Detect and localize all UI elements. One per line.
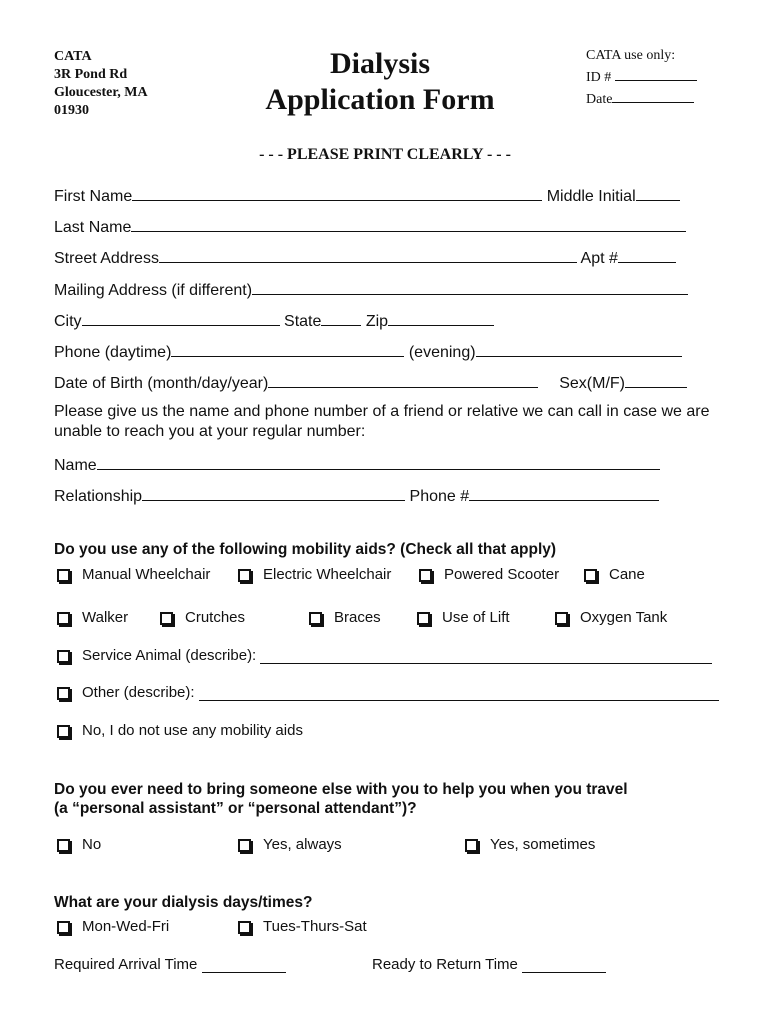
form-title [230,46,530,118]
print-clearly-instruction: - - - PLEASE PRINT CLEARLY - - - [259,146,511,163]
option-use-of-lift[interactable] [417,609,510,627]
checkbox-icon[interactable] [419,569,432,582]
phone-evening-field[interactable] [476,341,682,357]
option-label: No [82,836,102,853]
checkbox-icon[interactable] [160,612,173,625]
office-date-field[interactable] [612,87,694,103]
phone-evening-label: (evening) [408,344,476,361]
option-label: Use of Lift [442,609,510,626]
contact-name-row [54,454,660,476]
option-label: Yes, always [263,836,342,853]
first-name-field[interactable] [132,185,542,201]
office-use-block [586,47,697,109]
option-cane[interactable] [584,566,645,584]
arrival-time-row [54,956,286,974]
option-label: Braces [334,609,381,626]
option-label: Tues-Thurs-Sat [263,918,367,935]
form-title-line2: Application Form [265,83,495,116]
option-assistant-always[interactable] [238,836,342,854]
city-label: City [54,313,82,330]
checkbox-icon[interactable] [57,687,70,700]
option-label: Electric Wheelchair [263,566,392,583]
relationship-row [54,485,659,507]
state-label: State [284,313,322,330]
checkbox-icon[interactable] [57,650,70,663]
option-electric-wheelchair[interactable] [238,566,391,584]
mailing-address-label: Mailing Address (if different) [54,282,253,299]
option-braces[interactable] [309,609,381,627]
apt-label: Apt # [580,250,618,267]
zip-label: Zip [365,313,389,330]
arrival-time-label: Required Arrival Time [54,956,198,973]
office-id-label: ID # [586,70,612,85]
zip-field[interactable] [388,310,494,326]
apt-field[interactable] [618,247,676,263]
option-no-mobility-aids[interactable] [57,722,303,740]
office-date-label: Date [586,92,613,107]
checkbox-icon[interactable] [57,921,70,934]
option-walker[interactable] [57,609,128,627]
assistant-question-line1: Do you ever need to bring someone else with you to help you when you travel [54,781,628,798]
option-label: Crutches [185,609,246,626]
option-assistant-no[interactable] [57,836,101,854]
contact-name-field[interactable] [97,454,660,470]
option-label: Walker [82,609,129,626]
org-city: Gloucester, MA [54,85,148,100]
arrival-time-field[interactable] [202,957,286,973]
org-name: CATA [54,49,92,64]
return-time-label: Ready to Return Time [372,956,518,973]
assistant-question-line2: (a “personal assistant” or “personal attendant”)? [54,800,417,817]
street-address-label: Street Address [54,250,159,267]
middle-initial-label: Middle Initial [546,188,636,205]
city-field[interactable] [82,310,280,326]
dob-field[interactable] [268,372,538,388]
option-label: Powered Scooter [444,566,560,583]
option-label: Other (describe): [82,684,195,701]
return-time-row [372,956,606,974]
return-time-field[interactable] [522,957,606,973]
office-id-field[interactable] [615,65,697,81]
checkbox-icon[interactable] [555,612,568,625]
office-use-label: CATA use only: [586,48,676,63]
relationship-label: Relationship [54,488,143,505]
option-assistant-sometimes[interactable] [465,836,595,854]
other-field[interactable] [199,685,719,701]
middle-initial-field[interactable] [636,185,680,201]
last-name-row [54,216,686,238]
checkbox-icon[interactable] [584,569,597,582]
mobility-question: Do you use any of the following mobility aids? (Check all that apply) [54,541,557,558]
option-tues-thurs-sat[interactable] [238,918,367,936]
first-name-label: First Name [54,188,133,205]
option-crutches[interactable] [160,609,245,627]
option-other[interactable] [57,684,719,702]
phone-day-label: Phone (daytime) [54,344,172,361]
option-powered-scooter[interactable] [419,566,559,584]
checkbox-icon[interactable] [238,569,251,582]
city-row [54,310,494,332]
contact-phone-field[interactable] [469,485,659,501]
option-label: Service Animal (describe): [82,647,257,664]
emergency-contact-prompt: Please give us the name and phone number of a friend or relative we can call in case we are unable to reach you at your regular number: [54,403,710,440]
option-service-animal[interactable] [57,647,712,665]
contact-phone-label: Phone # [409,488,470,505]
option-label: Manual Wheelchair [82,566,211,583]
sex-label: Sex(M/F) [559,375,625,392]
checkbox-icon[interactable] [57,725,70,738]
option-label: Mon-Wed-Fri [82,918,170,935]
street-address-field[interactable] [159,247,577,263]
checkbox-icon[interactable] [57,569,70,582]
service-animal-field[interactable] [260,648,712,664]
checkbox-icon[interactable] [309,612,322,625]
form-title-line1: Dialysis [329,47,431,80]
option-label: Cane [609,566,645,583]
checkbox-icon[interactable] [417,612,430,625]
dob-row [54,372,687,394]
organization-address [54,48,148,120]
dialysis-question: What are your dialysis days/times? [54,894,313,911]
checkbox-icon[interactable] [465,839,478,852]
option-mon-wed-fri[interactable] [57,918,169,936]
mailing-address-field[interactable] [252,279,688,295]
option-label: Oxygen Tank [580,609,668,626]
relationship-field[interactable] [142,485,405,501]
last-name-label: Last Name [54,219,132,236]
mailing-row [54,279,688,301]
state-field[interactable] [321,310,361,326]
org-street: 3R Pond Rd [54,67,128,82]
phone-day-field[interactable] [171,341,404,357]
sex-field[interactable] [625,372,687,388]
phone-row [54,341,682,363]
option-label: No, I do not use any mobility aids [82,722,303,739]
option-oxygen-tank[interactable] [555,609,667,627]
option-label: Yes, sometimes [490,836,596,853]
dob-label: Date of Birth (month/day/year) [54,375,269,392]
last-name-field[interactable] [131,216,686,232]
street-row [54,247,676,269]
contact-name-label: Name [54,457,97,474]
checkbox-icon[interactable] [238,921,251,934]
org-zip: 01930 [54,103,89,118]
first-name-row [54,185,680,207]
checkbox-icon[interactable] [238,839,251,852]
checkbox-icon[interactable] [57,612,70,625]
option-manual-wheelchair[interactable] [57,566,210,584]
checkbox-icon[interactable] [57,839,70,852]
